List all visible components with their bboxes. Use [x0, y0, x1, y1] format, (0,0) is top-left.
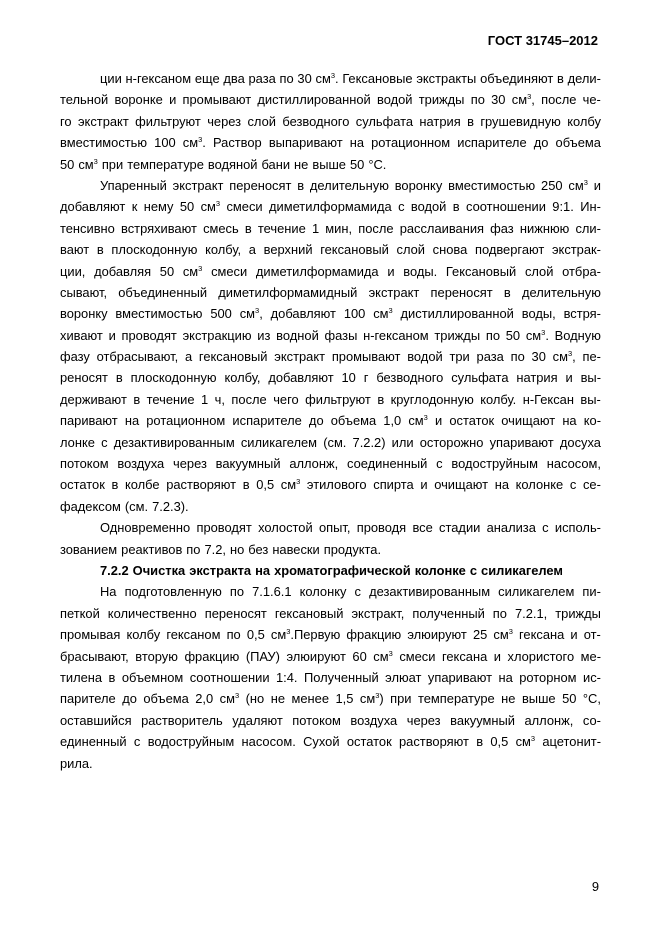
text-line: 50 $см^3$ при температуре водяной бани не выше 50 °С.: [60, 156, 387, 172]
text-line: хивают и проводят экстракцию из водной фазы н-гексаном трижды по 50 $см^3$. Водную: [60, 327, 601, 343]
text-line: парителе до объема 2,0 $см^3$ (но не менее 1,5 $см^3$) при температуре не выше 50 °С,: [60, 691, 601, 707]
text-line: фадексом (см. 7.2.3).: [60, 498, 189, 514]
text-line: петкой количественно переносят гексановый экстракт, полученный по 7.2.1, трижды: [60, 605, 601, 621]
text-line: тенсивно встряхивают смесь в течение 1 мин, после расслаивания фаз нижнюю сли-: [60, 220, 601, 236]
text-line: зованием реактивов по 7.2, но без навески продукта.: [60, 541, 382, 557]
paragraph-hexane-washing: [60, 68, 601, 175]
text-line: вают в плоскодонную колбу, а верхний гексановый слой снова подвергают экстрак-: [60, 242, 601, 258]
text-line: вместимостью 100 $см^3$. Раствор выпаривают на ротационном испарителе до объема: [60, 135, 601, 151]
text-line: добавляют к нему 50 $см^3$ смеси диметилформамида с водой в соотношении 9:1. Ин-: [60, 199, 601, 215]
text-line: потоком воздуха через вакуумный аллонж, соединенный с водоструйным насосом,: [60, 456, 601, 472]
text-line: 7.2.2 Очистка экстракта на хроматографической колонке с силикагелем: [100, 562, 563, 578]
page-number: 9: [591, 879, 599, 894]
paragraph-silica-cleanup: [60, 581, 601, 774]
text-line: брасывают, вторую фракцию (ПАУ) элюируют 60 $см^3$ смеси гексана и хлористого ме-: [60, 648, 601, 664]
page-body-text: [60, 68, 601, 774]
text-line: Одновременно проводят холостой опыт, проводя все стадии анализа с исполь-: [100, 520, 601, 536]
text-line: оставшийся растворитель удаляют потоком воздуха через вакуумный аллонж, со-: [60, 712, 601, 728]
text-line: держивают в течение 1 ч, после чего фильтруют в круглодонную колбу. н-Гексан вы-: [60, 391, 601, 407]
text-line: ции, добавляя 50 $см^3$ смеси диметилформамида и воды. Гексановый слой отбра-: [60, 263, 601, 279]
text-line: тилена в объемном соотношении 1:4. Полученный элюат упаривают на роторном ис-: [60, 669, 601, 685]
text-line: фазу отбрасывают, а гексановый экстракт промывают водой три раза по 30 $см^3$, пе-: [60, 349, 601, 365]
text-line: ции н-гексаном еще два раза по 30 $см^3$. Гексановые экстракты объединяют в дели-: [100, 71, 601, 86]
text-line: воронку вместимостью 500 $см^3$, добавляют 100 $см^3$ дистиллированной воды, встря-: [60, 306, 601, 322]
text-line: промывая колбу гексаном по 0,5 $см^3.Первую$ фракцию элюируют 25 $см^3$ гексана и от-: [60, 627, 601, 643]
text-line: го экстракт фильтруют через слой безводного сульфата натрия в грушевидную колбу: [60, 113, 601, 129]
text-line: остаток в колбе растворяют в 0,5 $см^3$ этилового спирта и очищают на колонке с се-: [60, 477, 601, 493]
text-line: сывают, объединенный диметилформамидный экстракт переносят в делительную: [60, 284, 601, 300]
text-line: рила.: [60, 755, 93, 771]
text-line: реносят в плоскодонную колбу, добавляют 10 г безводного сульфата натрия и вы-: [60, 370, 601, 386]
paragraph-extract-transfer: [60, 175, 601, 517]
section-heading-7-2-2: [60, 560, 601, 581]
text-line: паривают на ротационном испарителе до объема 1,0 $см^3$ и остаток очищают на ко-: [60, 413, 601, 429]
text-line: лонке с дезактивированным силикагелем (см. 7.2.2) или осторожно упаривают досуха: [60, 434, 601, 450]
text-line: тельной воронке и промывают дистиллированной водой трижды по 30 $см^3$, после че-: [60, 92, 601, 108]
text-line: На подготовленную по 7.1.6.1 колонку с дезактивированным силикагелем пи-: [100, 584, 601, 600]
text-line: единенный с водоструйным насосом. Сухой остаток растворяют в 0,5 $см^3$ ацетонит-: [60, 734, 601, 750]
standard-code-header: ГОСТ 31745–2012: [487, 33, 598, 48]
paragraph-blank-test: [60, 517, 601, 560]
text-line: Упаренный экстракт переносят в делительную воронку вместимостью 250 $см^3$ и: [100, 177, 601, 193]
